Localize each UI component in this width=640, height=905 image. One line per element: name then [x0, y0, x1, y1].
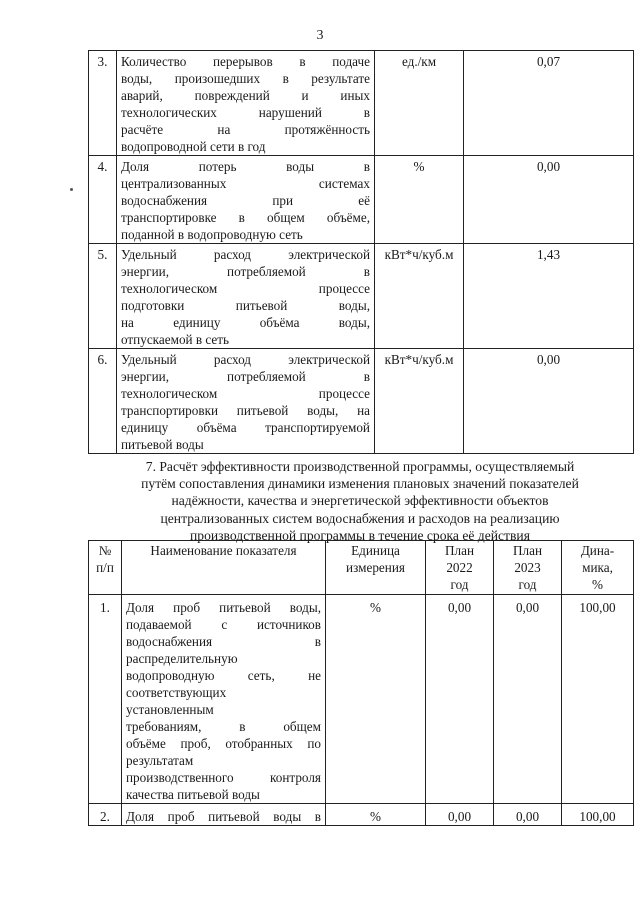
indicator-name-line: Удельный расход электрической [121, 352, 370, 367]
table-row [89, 244, 634, 349]
table-row [89, 349, 634, 454]
heading-line: производственной программы в течение срока её действия [190, 527, 530, 543]
indicator-name-line: централизованных системах [121, 176, 370, 191]
table-row [89, 156, 634, 244]
heading-line: централизованных систем водоснабжения и расходов на реализацию [160, 510, 560, 526]
indicator-value: 0,00 [464, 156, 634, 244]
indicator-name-line: отпускаемой в сеть [121, 332, 230, 347]
header-unit: Единица измерения [326, 541, 426, 595]
heading-line: путём сопоставления динамики изменения плановых значений показателей [141, 476, 579, 492]
indicator-name [117, 244, 375, 349]
indicator-name-line: требованиям, в общем [126, 719, 321, 734]
row-number: 1. [89, 595, 122, 804]
indicator-name-line: производственного контроля [126, 770, 321, 785]
indicator-name [117, 51, 375, 156]
indicator-name [117, 349, 375, 454]
row-number: 5. [89, 244, 117, 349]
unit-of-measure: ед./км [375, 51, 464, 156]
indicator-name-line: на единицу объёма воды, [121, 315, 370, 330]
indicator-name-line: установленным [126, 702, 214, 717]
indicator-name-line: подготовки питьевой воды, [121, 298, 370, 313]
indicator-name-line: объёме проб, отобранных по [126, 736, 321, 751]
indicator-value: 0,07 [464, 51, 634, 156]
indicator-name-line: энергии, потребляемой в [121, 264, 370, 279]
indicator-name-line: водоснабжения при её [121, 193, 370, 208]
plan-2022-value: 0,00 [426, 595, 494, 804]
indicator-name-line: расчёте на протяжённость [121, 122, 370, 137]
unit-of-measure: % [375, 156, 464, 244]
row-number: 4. [89, 156, 117, 244]
indicator-name-line: распределительную [126, 651, 238, 666]
indicator-name-line: результатам [126, 753, 194, 768]
section-7-heading [100, 458, 620, 544]
indicator-name-line: Доля потерь воды в [121, 159, 370, 174]
indicator-name-line: аварий, повреждений и иных [121, 88, 370, 103]
indicator-value: 1,43 [464, 244, 634, 349]
indicator-name-line: технологическом процессе [121, 281, 370, 296]
table-row [89, 595, 634, 804]
indicator-name-line: воды, произошедших в результате [121, 71, 370, 86]
header-num: № п/п [89, 541, 122, 595]
indicator-name [122, 595, 326, 804]
indicator-name-line: единицу объёма транспортируемой [121, 420, 370, 435]
header-name: Наименование показателя [122, 541, 326, 595]
unit-of-measure: % [326, 804, 426, 826]
indicator-name-line: транспортировке в общем объёме, [121, 210, 370, 225]
indicator-name-line: технологическом процессе [121, 386, 370, 401]
plan-2022-value: 0,00 [426, 804, 494, 826]
unit-of-measure: % [326, 595, 426, 804]
row-number: 6. [89, 349, 117, 454]
indicator-name-line: технологических нарушений в [121, 105, 370, 120]
table-header-row [89, 541, 634, 595]
indicator-name-line: энергии, потребляемой в [121, 369, 370, 384]
heading-line: надёжности, качества и энергетической эффективности объектов [171, 493, 549, 509]
indicator-name-line: Удельный расход электрической [121, 247, 370, 262]
page-number: 3 [316, 28, 324, 43]
indicator-name-line: Количество перерывов в подаче [121, 54, 370, 69]
indicator-name-line: транспортировки питьевой воды, на [121, 403, 370, 418]
indicator-name-line: поданной в водопроводную сеть [121, 227, 303, 242]
indicator-name-line: Доля проб питьевой воды в [126, 809, 321, 824]
indicator-name-line: питьевой воды [121, 437, 204, 452]
indicator-name-line: Доля проб питьевой воды, [126, 600, 321, 615]
table-row [89, 804, 634, 826]
efficiency-table [88, 540, 634, 826]
scan-speck [70, 188, 73, 191]
indicators-table-continued [88, 50, 634, 454]
header-dynamics: Дина- мика, % [562, 541, 634, 595]
table-row [89, 51, 634, 156]
plan-2023-value: 0,00 [494, 595, 562, 804]
dynamics-value: 100,00 [562, 804, 634, 826]
indicator-name-line: подаваемой с источников [126, 617, 321, 632]
heading-line: 7. Расчёт эффективности производственной программы, осуществляемый [145, 459, 575, 474]
row-number: 3. [89, 51, 117, 156]
indicator-name-line: водопроводной сети в год [121, 139, 266, 154]
indicator-name-line: водопроводную сеть, не [126, 668, 321, 683]
indicator-value: 0,00 [464, 349, 634, 454]
row-number: 2. [89, 804, 122, 826]
unit-of-measure: кВт*ч/куб.м [375, 349, 464, 454]
plan-2023-value: 0,00 [494, 804, 562, 826]
header-plan-2022: План 2022 год [426, 541, 494, 595]
indicator-name-line: качества питьевой воды [126, 787, 260, 802]
indicator-name [122, 804, 326, 826]
indicator-name-line: соответствующих [126, 685, 227, 700]
indicator-name-line: водоснабжения в [126, 634, 321, 649]
indicator-name [117, 156, 375, 244]
dynamics-value: 100,00 [562, 595, 634, 804]
unit-of-measure: кВт*ч/куб.м [375, 244, 464, 349]
header-plan-2023: План 2023 год [494, 541, 562, 595]
